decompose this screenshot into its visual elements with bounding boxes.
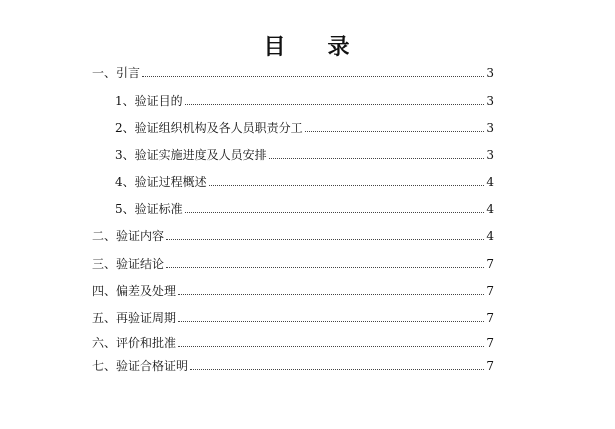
toc-entry-label: 2、验证组织机构及各人员职责分工: [115, 121, 303, 135]
toc-dot-leader: [209, 176, 485, 186]
title-char-right: 录: [327, 35, 352, 60]
toc-entry-page: 7: [486, 336, 494, 350]
toc-entry[interactable]: [92, 359, 494, 373]
toc-dot-leader: [142, 67, 484, 77]
toc-entry-label: 三、验证结论: [92, 257, 165, 271]
toc-entry-label: 七、验证合格证明: [92, 359, 189, 373]
toc-dot-leader: [190, 360, 484, 370]
toc-entry[interactable]: [92, 257, 494, 271]
toc-entry-page: 7: [486, 311, 494, 325]
toc-entry-page: 4: [486, 202, 494, 216]
toc-entry-page: 7: [486, 284, 494, 298]
toc-entry-page: 4: [486, 175, 494, 189]
title-char-left: 目: [263, 35, 288, 60]
toc-dot-leader: [166, 258, 484, 268]
toc-entry[interactable]: [92, 336, 494, 350]
toc-entry-label: 五、再验证周期: [92, 311, 177, 325]
toc-entry-page: 3: [486, 66, 494, 80]
toc-entry[interactable]: [115, 121, 494, 135]
toc-entry-page: 3: [486, 121, 494, 135]
toc-entry-label: 5、验证标准: [115, 202, 183, 216]
toc-entry[interactable]: [115, 202, 494, 216]
toc-dot-leader: [178, 285, 484, 295]
toc-entry-page: 3: [486, 148, 494, 162]
toc-entry-label: 四、偏差及处理: [92, 284, 177, 298]
toc-dot-leader: [178, 312, 484, 322]
toc-entry-label: 二、验证内容: [92, 229, 165, 243]
toc-entry[interactable]: [115, 175, 494, 189]
toc-dot-leader: [166, 230, 484, 240]
toc-dot-leader: [269, 149, 485, 159]
toc-entry[interactable]: [92, 311, 494, 325]
toc-entry-page: 7: [486, 359, 494, 373]
toc-dot-leader: [305, 122, 485, 132]
toc-entry-page: 3: [486, 94, 494, 108]
toc-entry-label: 1、验证目的: [115, 94, 183, 108]
toc-entry-label: 一、引言: [92, 66, 141, 80]
toc-dot-leader: [178, 337, 484, 347]
toc-entry-label: 六、评价和批准: [92, 336, 177, 350]
toc-entry[interactable]: [92, 284, 494, 298]
toc-entry-label: 4、验证过程概述: [115, 175, 207, 189]
toc-entry[interactable]: [115, 148, 494, 162]
toc-dot-leader: [185, 95, 485, 105]
toc-dot-leader: [185, 203, 485, 213]
toc-entry-page: 4: [486, 229, 494, 243]
toc-entry[interactable]: [92, 229, 494, 243]
toc-entry[interactable]: [115, 94, 494, 108]
toc-entry-label: 3、验证实施进度及人员安排: [115, 148, 267, 162]
toc-entry[interactable]: [92, 66, 494, 80]
toc-entry-page: 7: [486, 257, 494, 271]
